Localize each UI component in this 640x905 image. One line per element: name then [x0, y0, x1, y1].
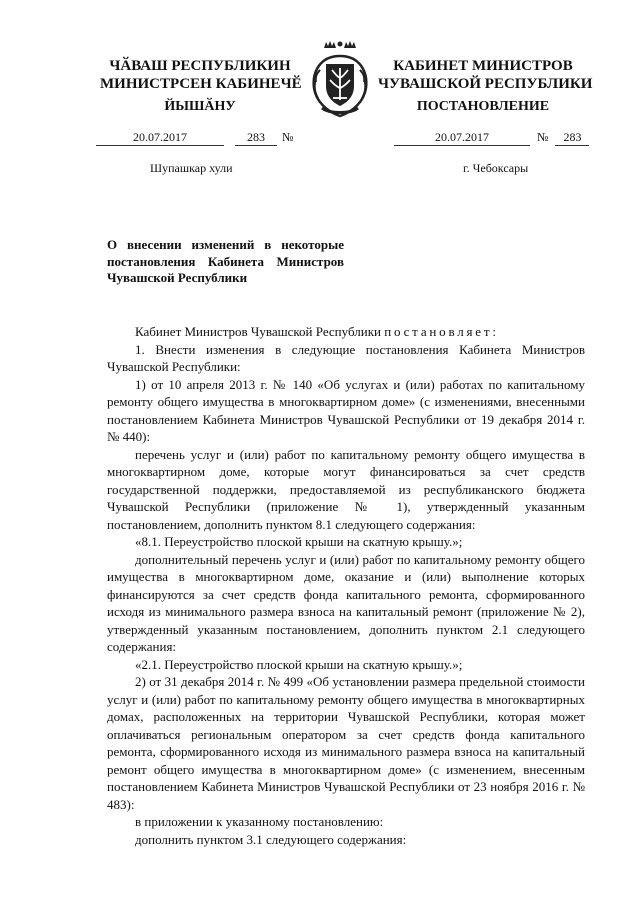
- document-body: [107, 323, 585, 848]
- header-right-block: [378, 57, 593, 93]
- header-right-title: ПОСТАНОВЛЕНИЕ: [416, 99, 550, 114]
- body-paragraph: «8.1. Переустройство плоской крыши на скатную крышу.»;: [135, 534, 463, 549]
- registration-right-number-sign: №: [537, 130, 549, 144]
- registration-left-date: 20.07.2017: [96, 130, 224, 146]
- header-left-line2: МИНИСТРСЕН КАБИНЕЧӖ: [100, 76, 302, 92]
- header-left-block: [100, 57, 300, 93]
- body-paragraph: дополнительный перечень услуг и (или) работ по капитальному ремонту общего имущества в многоквартирном доме, оказание и (или) выполнение которых финансируются за счет средств фонда капитального ремонта, сформированного исходя из минимального размера взноса на капитальный ремонт (приложение № 2), утвержденный указанным постановлением, дополнить пунктом 2.1 следующего содержания:: [107, 551, 585, 654]
- registration-left-number-sign: №: [282, 130, 294, 144]
- body-paragraph: дополнить пунктом 3.1 следующего содержания:: [135, 831, 407, 847]
- registration-right-date: 20.07.2017: [394, 130, 530, 146]
- body-paragraph: в приложении к указанному постановлению:: [135, 814, 384, 829]
- intro-spaced-verb: постановляет:: [384, 324, 499, 339]
- body-paragraph: 1) от 10 апреля 2013 г. № 140 «Об услугах и (или) работах по капитальному ремонту общего имущества в многоквартирном доме» (с изменениями, внесенными постановлением Кабинета Министров Чувашской Республики от 19 декабря 2014 г. № 440):: [107, 376, 585, 444]
- header-left-title: ЙЫШӐНУ: [164, 99, 236, 114]
- registration-left-number: 283: [235, 130, 277, 146]
- body-paragraph: 2) от 31 декабря 2014 г. № 499 «Об установлении размера предельной стоимости услуг и (или) работ по капитальному ремонту общего имущества в многоквартирных домах, расположенных на территории Чувашской Республики, которая может оплачиваться региональным оператором за счет средств фонда капитального ремонта, сформированного исходя из минимального размера взноса на капитальный ремонт общего имущества в многоквартирном доме» (с изменением, внесенным постановлением Кабинета Министров Чувашской Республики от 23 ноября 2016 г. № 483):: [107, 674, 585, 812]
- city-right: г. Чебоксары: [463, 161, 529, 175]
- registration-right-number: 283: [555, 130, 589, 146]
- emblem-icon: [302, 38, 378, 120]
- body-paragraph: перечень услуг и (или) работ по капитальному ремонту общего имущества в многоквартирном доме, которые могут финансироваться за счет средств государственной поддержки, предоставляемой из республиканского бюджета Чувашской Республики (приложение № 1), утвержденный указанным постановлением, дополнить пунктом 8.1 следующего содержания:: [107, 446, 585, 532]
- intro-prefix: Кабинет Министров Чувашской Республики: [135, 324, 381, 339]
- registration-left: [96, 130, 293, 146]
- document-subject: О внесении изменений в некоторые постановления Кабинета Министров Чувашской Республики: [107, 237, 344, 285]
- registration-right: [394, 130, 589, 146]
- header-right-line2: ЧУВАШСКОЙ РЕСПУБЛИКИ: [378, 76, 593, 92]
- intro-paragraph: [107, 323, 585, 341]
- header-right-line1: КАБИНЕТ МИНИСТРОВ: [393, 58, 573, 74]
- body-paragraph: 1. Внести изменения в следующие постановления Кабинета Министров Чувашской Республики:: [107, 341, 585, 374]
- body-paragraph: «2.1. Переустройство плоской крыши на скатную крышу.»;: [135, 656, 463, 672]
- coat-of-arms-emblem: [302, 38, 378, 120]
- header-left-line1: ЧӐВАШ РЕСПУБЛИКИН: [109, 58, 291, 74]
- city-left: Шупашкар хули: [150, 161, 233, 175]
